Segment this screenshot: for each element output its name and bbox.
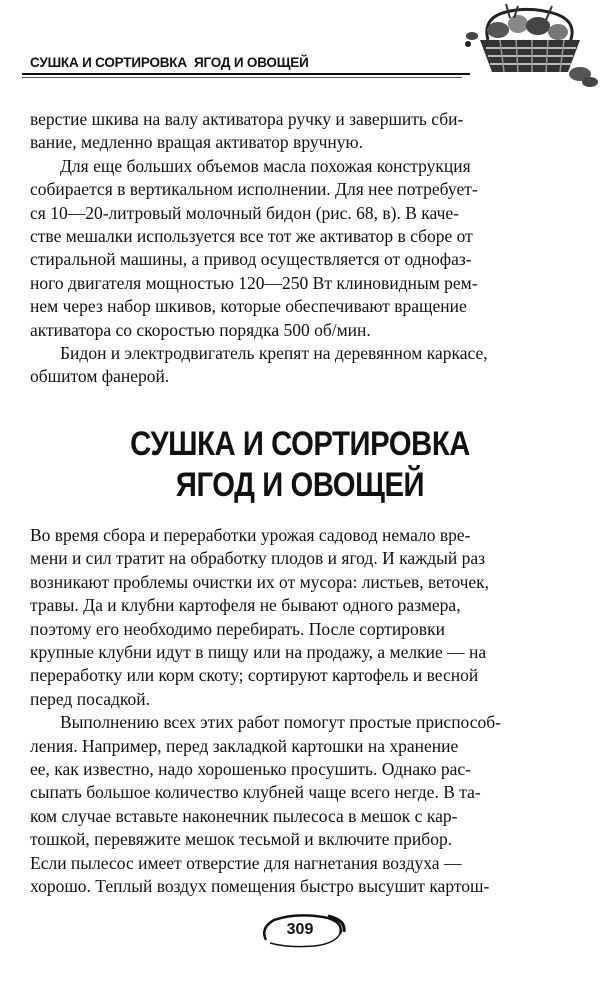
page-header — [0, 0, 600, 80]
paragraph: Бидон и электродвигатель крепят на деревянном каркасе, обшитом фанерой. — [30, 343, 488, 387]
header-rule — [22, 73, 470, 75]
section-title — [68, 424, 532, 506]
running-head: СУШКА И СОРТИРОВКА ЯГОД И ОВОЩЕЙ — [30, 55, 309, 70]
paragraph: Во время сбора и переработки урожая садовод немало вре- мени и сил тратит на обработку плодов и ягод. И каждый раз возникают проблемы очистки их от мусора: листьев, веточек, травы. Да и клубни картофеля не бывают одного размера, поэтому его необходимо перебирать. После сортировки крупные клубни идут в пищу или на продажу, а мелкие — на переработку или корм скоту; сортируют картофель и весной перед посадкой. — [30, 525, 490, 709]
body-text-bottom — [30, 524, 526, 899]
paragraph: Для еще больших объемов масла похожая конструкция собирается в вертикальном исполнении. Для нее потребует- ся 10—20-литровый молочный бидон (рис. 68, в). В каче- стве мешалки используется все тот же активатор в сборе от стиральной машины, а привод осуществляется от однофаз- ного двигателя мощностью 120—250 Вт клиновидным рем- нем через набор шкивов, которые обеспечивают вращение активатора со скоростью порядка 500 об/мин. — [30, 155, 478, 340]
basket-with-vegetables-icon — [460, 0, 600, 90]
paragraph: Выполнению всех этих работ помогут простые приспособ- ления. Например, перед закладкой картошки на хранение ее, как известно, надо хорошенько просушить. Однако рас- сыпать большое количество клубней чаще всего негде. В та- ком случае вставьте наконечник пылесоса в мешок с кар- тошкой, перевяжите мешок тесьмой и включите прибор. Если пылесос имеет отверстие для нагнетания воздуха — хорошо. Теплый воздух помещения быстро высушит картош- — [30, 712, 501, 897]
body-text-top — [30, 108, 526, 389]
page-number: 309 — [286, 921, 314, 938]
header-rule-thin — [22, 77, 462, 78]
paragraph: верстие шкива на валу активатора ручку и завершить сби- вание, медленно вращая активатор вручную. — [30, 109, 464, 153]
section-title-line: СУШКА И СОРТИРОВКА — [130, 425, 470, 463]
section-title-line: ЯГОД И ОВОЩЕЙ — [175, 466, 425, 504]
page-number-badge — [248, 910, 352, 950]
